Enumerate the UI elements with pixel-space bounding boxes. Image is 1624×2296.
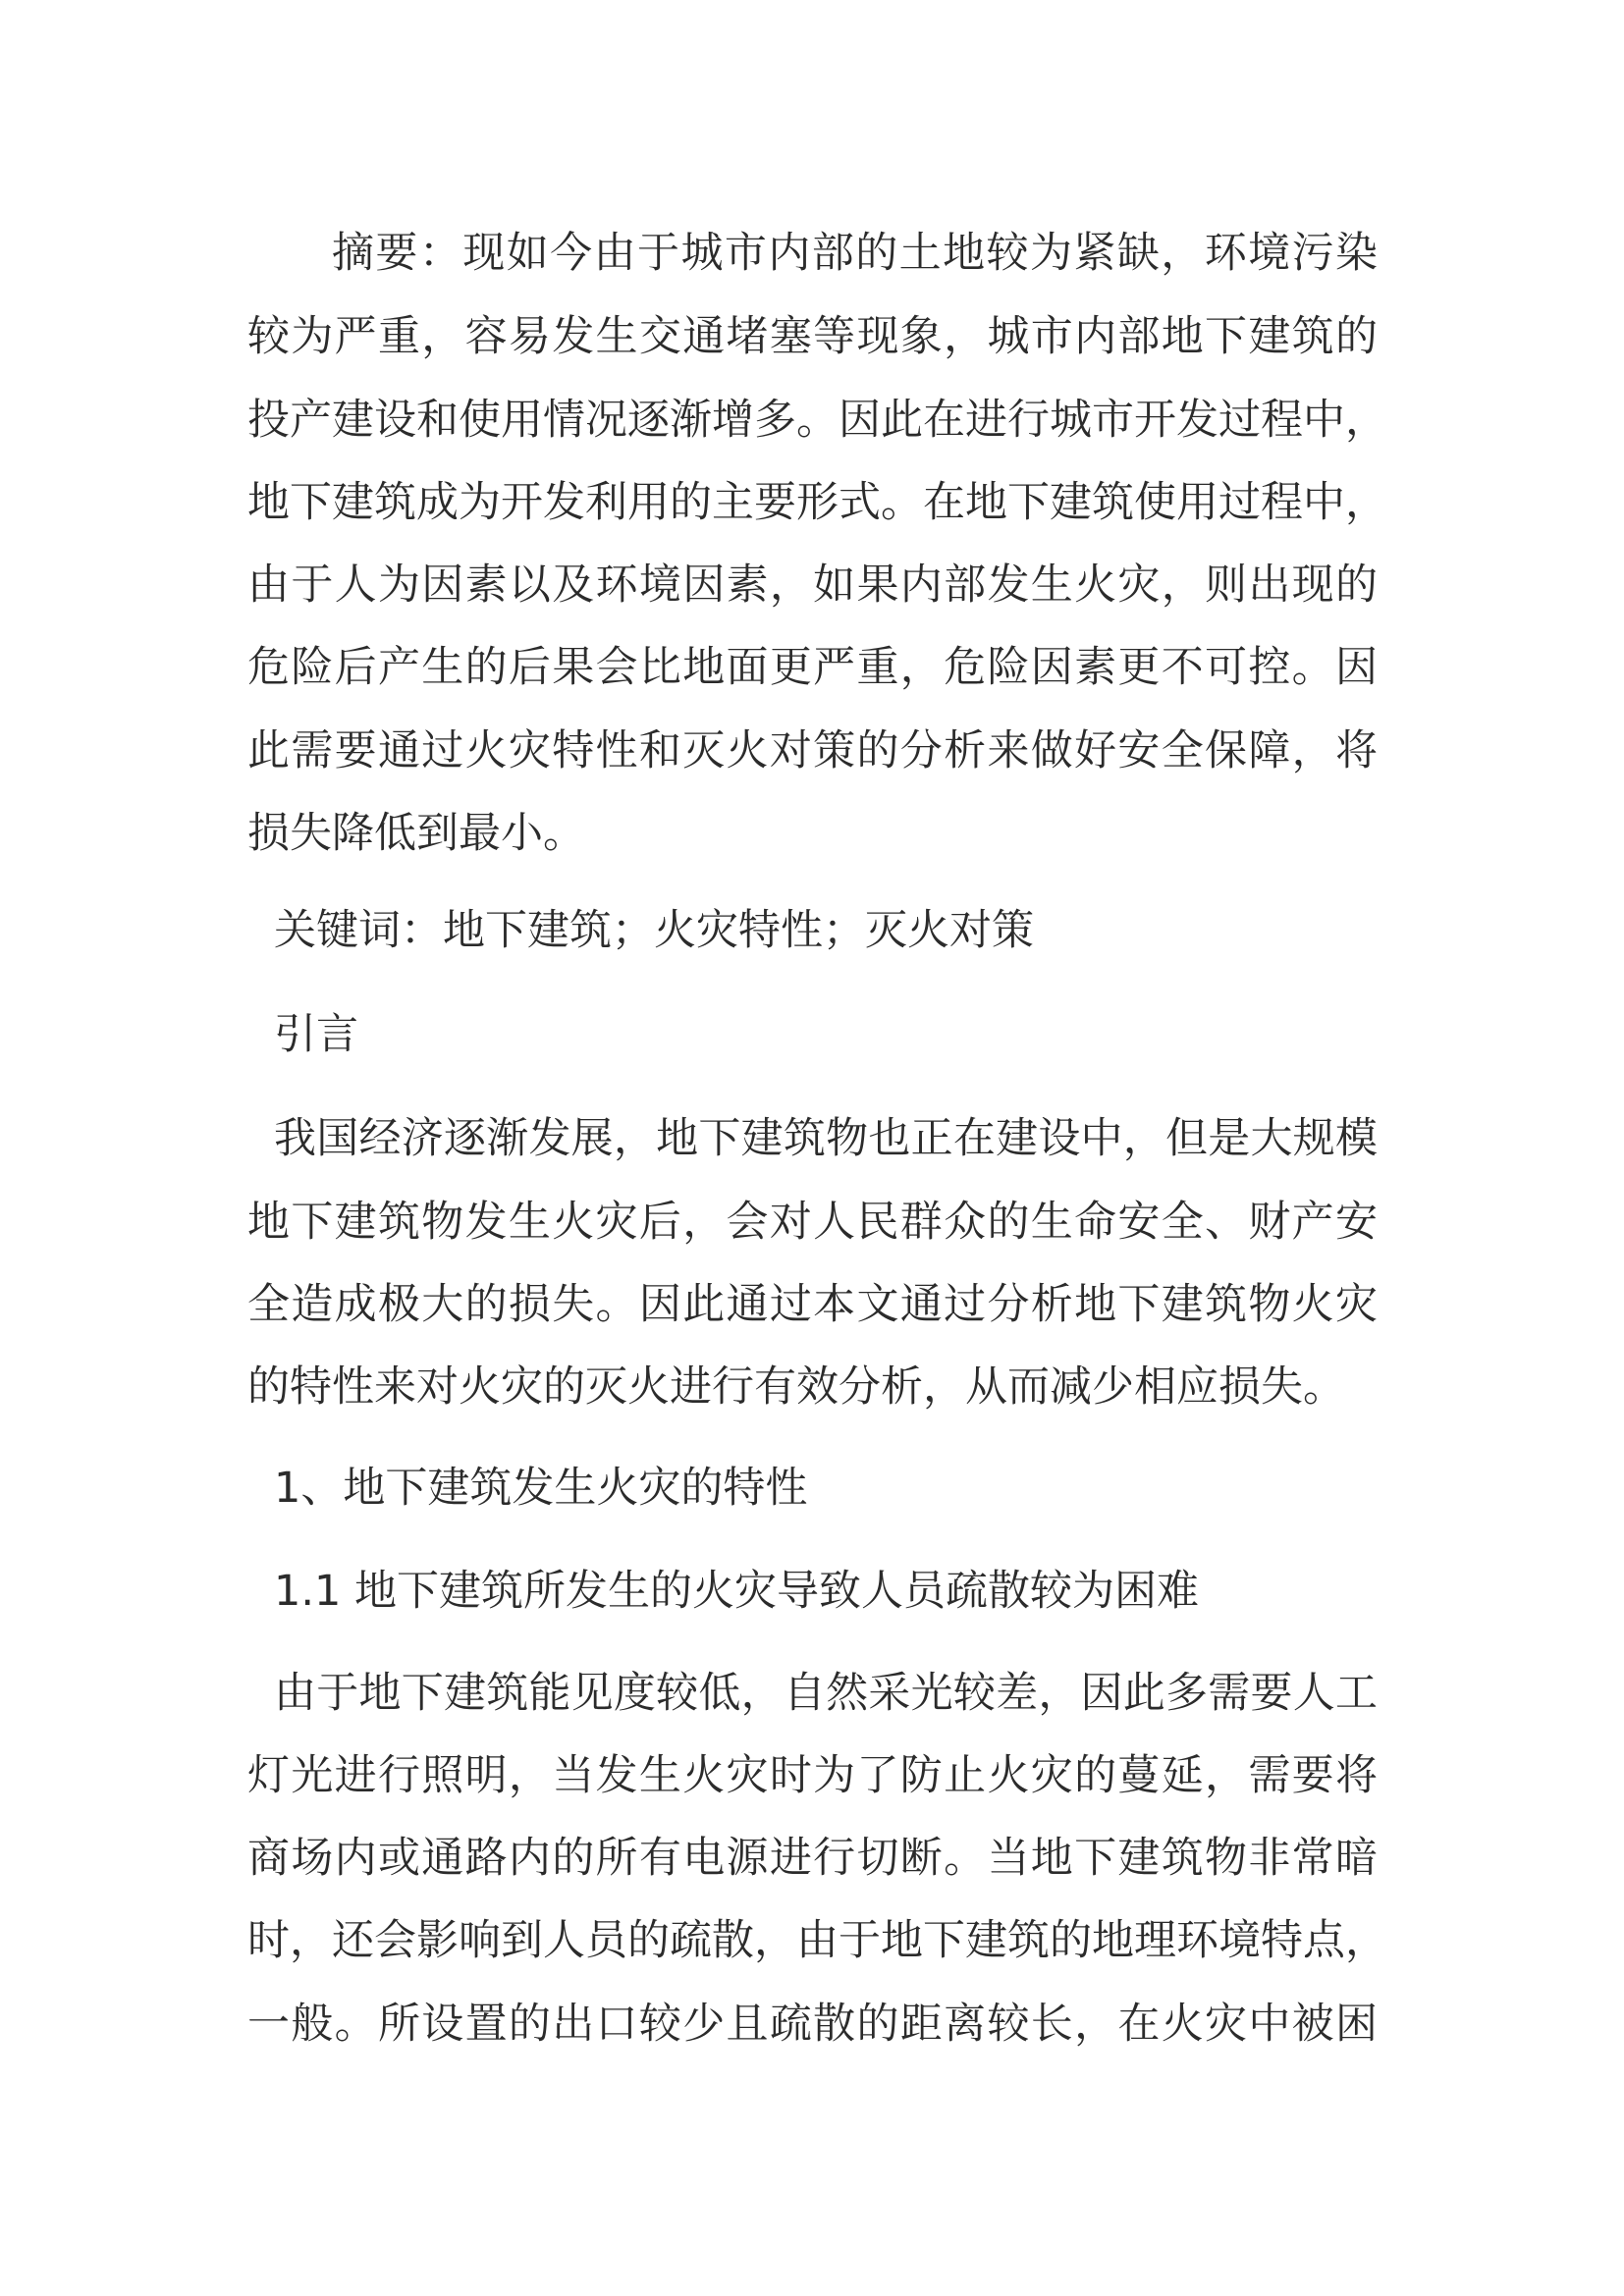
intro-line: 的特性来对火灾的灭火进行有效分析，从而减少相应损失。: [247, 1362, 1345, 1412]
intro-line: 全造成极大的损失。因此通过本文通过分析地下建筑物火灾: [247, 1280, 1378, 1329]
abstract-line: 损失降低到最小。: [247, 809, 585, 858]
keywords: 关键词：地下建筑；火灾特性；灭火对策: [274, 906, 1034, 955]
body-line: 商场内或通路内的所有电源进行切断。当地下建筑物非常暗: [247, 1834, 1378, 1883]
intro-line: 我国经济逐渐发展，地下建筑物也正在建设中，但是大规模: [274, 1114, 1378, 1163]
body-line: 时，还会影响到人员的疏散，由于地下建筑的地理环境特点，: [247, 1916, 1387, 1965]
abstract-line: 投产建设和使用情况逐渐增多。因此在进行城市开发过程中，: [247, 396, 1387, 445]
abstract-line: 危险后产生的后果会比地面更严重，危险因素更不可控。因: [247, 643, 1378, 692]
abstract-line: 由于人为因素以及环境因素，如果内部发生火灾，则出现的: [247, 561, 1378, 610]
body-line: 灯光进行照明，当发生火灾时为了防止火灾的蔓延，需要将: [247, 1751, 1378, 1800]
intro-line: 地下建筑物发生火灾后，会对人民群众的生命安全、财产安: [247, 1198, 1378, 1247]
intro-heading: 引言: [274, 1010, 358, 1059]
subsection-heading: 1.1 地下建筑所发生的火灾导致人员疏散较为困难: [274, 1567, 1200, 1616]
abstract-line: 地下建筑成为开发利用的主要形式。在地下建筑使用过程中，: [247, 478, 1387, 527]
abstract-line: 较为严重，容易发生交通堵塞等现象，城市内部地下建筑的: [247, 312, 1378, 361]
abstract-line: 摘要：现如今由于城市内部的土地较为紧缺，环境污染: [332, 229, 1378, 278]
body-line: 由于地下建筑能见度较低，自然采光较差，因此多需要人工: [274, 1669, 1378, 1718]
abstract-line: 此需要通过火灾特性和灭火对策的分析来做好安全保障，将: [247, 726, 1378, 775]
section-heading: 1、地下建筑发生火灾的特性: [274, 1464, 808, 1513]
body-line: 一般。所设置的出口较少且疏散的距离较长，在火灾中被困: [247, 2000, 1378, 2049]
